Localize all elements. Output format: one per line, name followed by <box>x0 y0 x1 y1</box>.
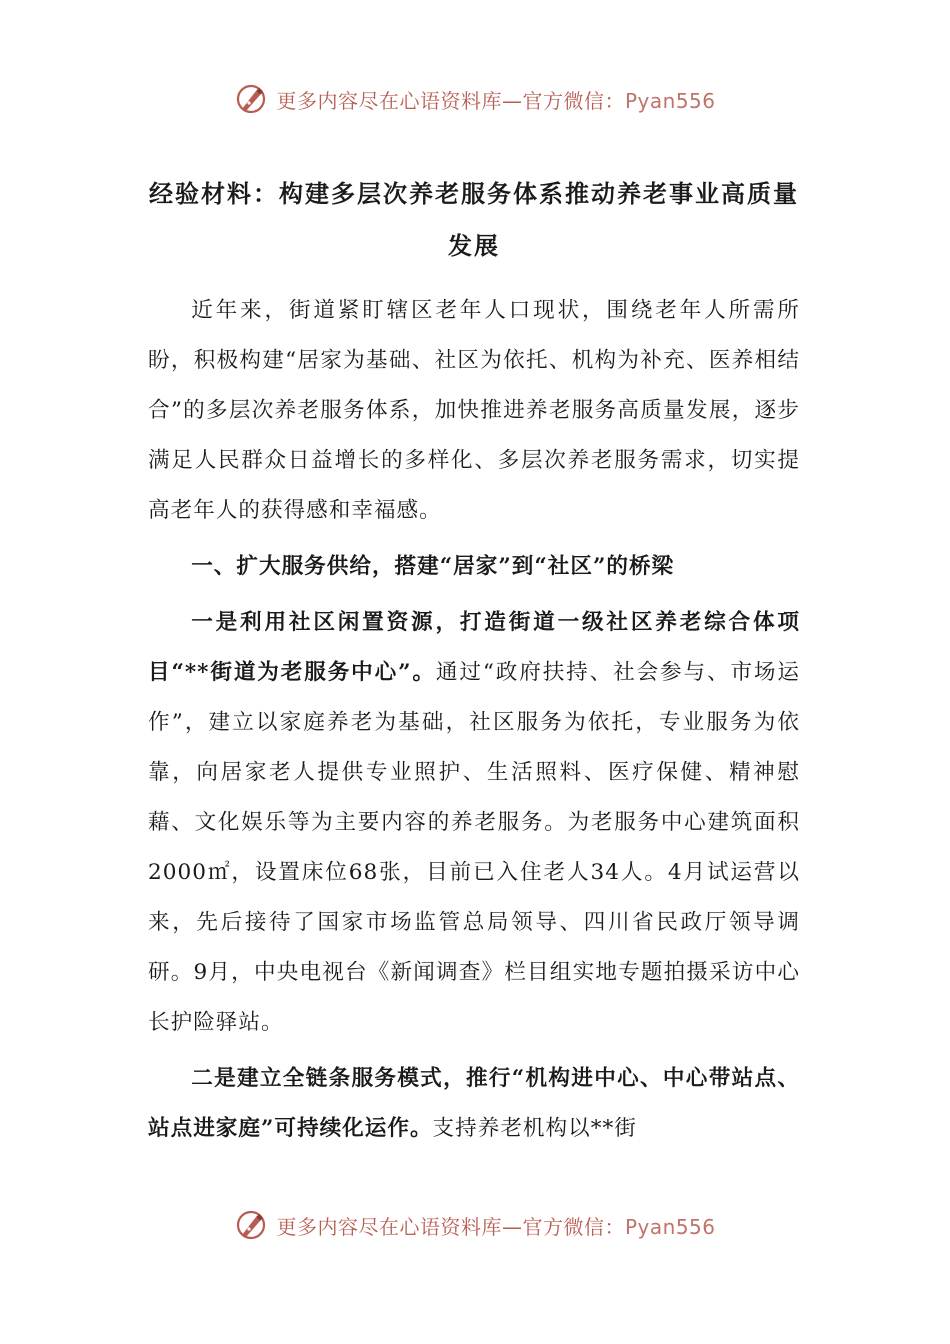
watermark-header <box>0 82 950 116</box>
paragraph-1-lead: 一是利用社区闲置资源，打造街道一级社区养老综合体项目“**街道为老服务中心”。 <box>148 610 800 685</box>
document-title: 经验材料：构建多层次养老服务体系推动养老事业高质量发展 <box>149 179 799 260</box>
document-body <box>148 168 800 1154</box>
intro-paragraph: 近年来，街道紧盯辖区老年人口现状，围绕老年人所需所盼，积极构建“居家为基础、社区为依托、机构为补充、医养相结合”的多层次养老服务体系，加快推进养老服务高质量发展，逐步满足人民群众日益增长的多样化、多层次养老服务需求，切实提高老年人的获得感和幸福感。 <box>148 298 800 523</box>
watermark-text: 更多内容尽在心语资料库—官方微信：Pyan556 <box>276 1214 716 1239</box>
paragraph-1-body: 通过“政府扶持、社会参与、市场运作”，建立以家庭养老为基础，社区服务为依托，专业服务为依靠，向居家老人提供专业照护、生活照料、医疗保健、精神慰藉、文化娱乐等为主要内容的养老服务。为老服务中心建筑面积2000㎡，设置床位68张，目前已入住老人34人。4月试运营以来，先后接待了国家市场监管总局领导、四川省民政厅领导调研。9月，中央电视台《新闻调查》栏目组实地专题拍摄采访中心长护险驿站。 <box>148 660 800 1035</box>
paragraph-2-lead: 二是建立全链条服务模式，推行“机构进中心、中心带站点、站点进家庭”可持续化运作。 <box>148 1066 800 1141</box>
watermark-footer <box>0 1208 950 1242</box>
section-heading-1: 一、扩大服务供给，搭建“居家”到“社区”的桥梁 <box>191 554 675 579</box>
pen-nib-icon <box>234 1208 268 1242</box>
paragraph-2 <box>148 1054 800 1154</box>
pen-nib-icon <box>234 82 268 116</box>
paragraph-1 <box>148 598 800 1048</box>
watermark-text: 更多内容尽在心语资料库—官方微信：Pyan556 <box>276 88 716 113</box>
paragraph-2-body: 支持养老机构以**街 <box>432 1116 637 1141</box>
